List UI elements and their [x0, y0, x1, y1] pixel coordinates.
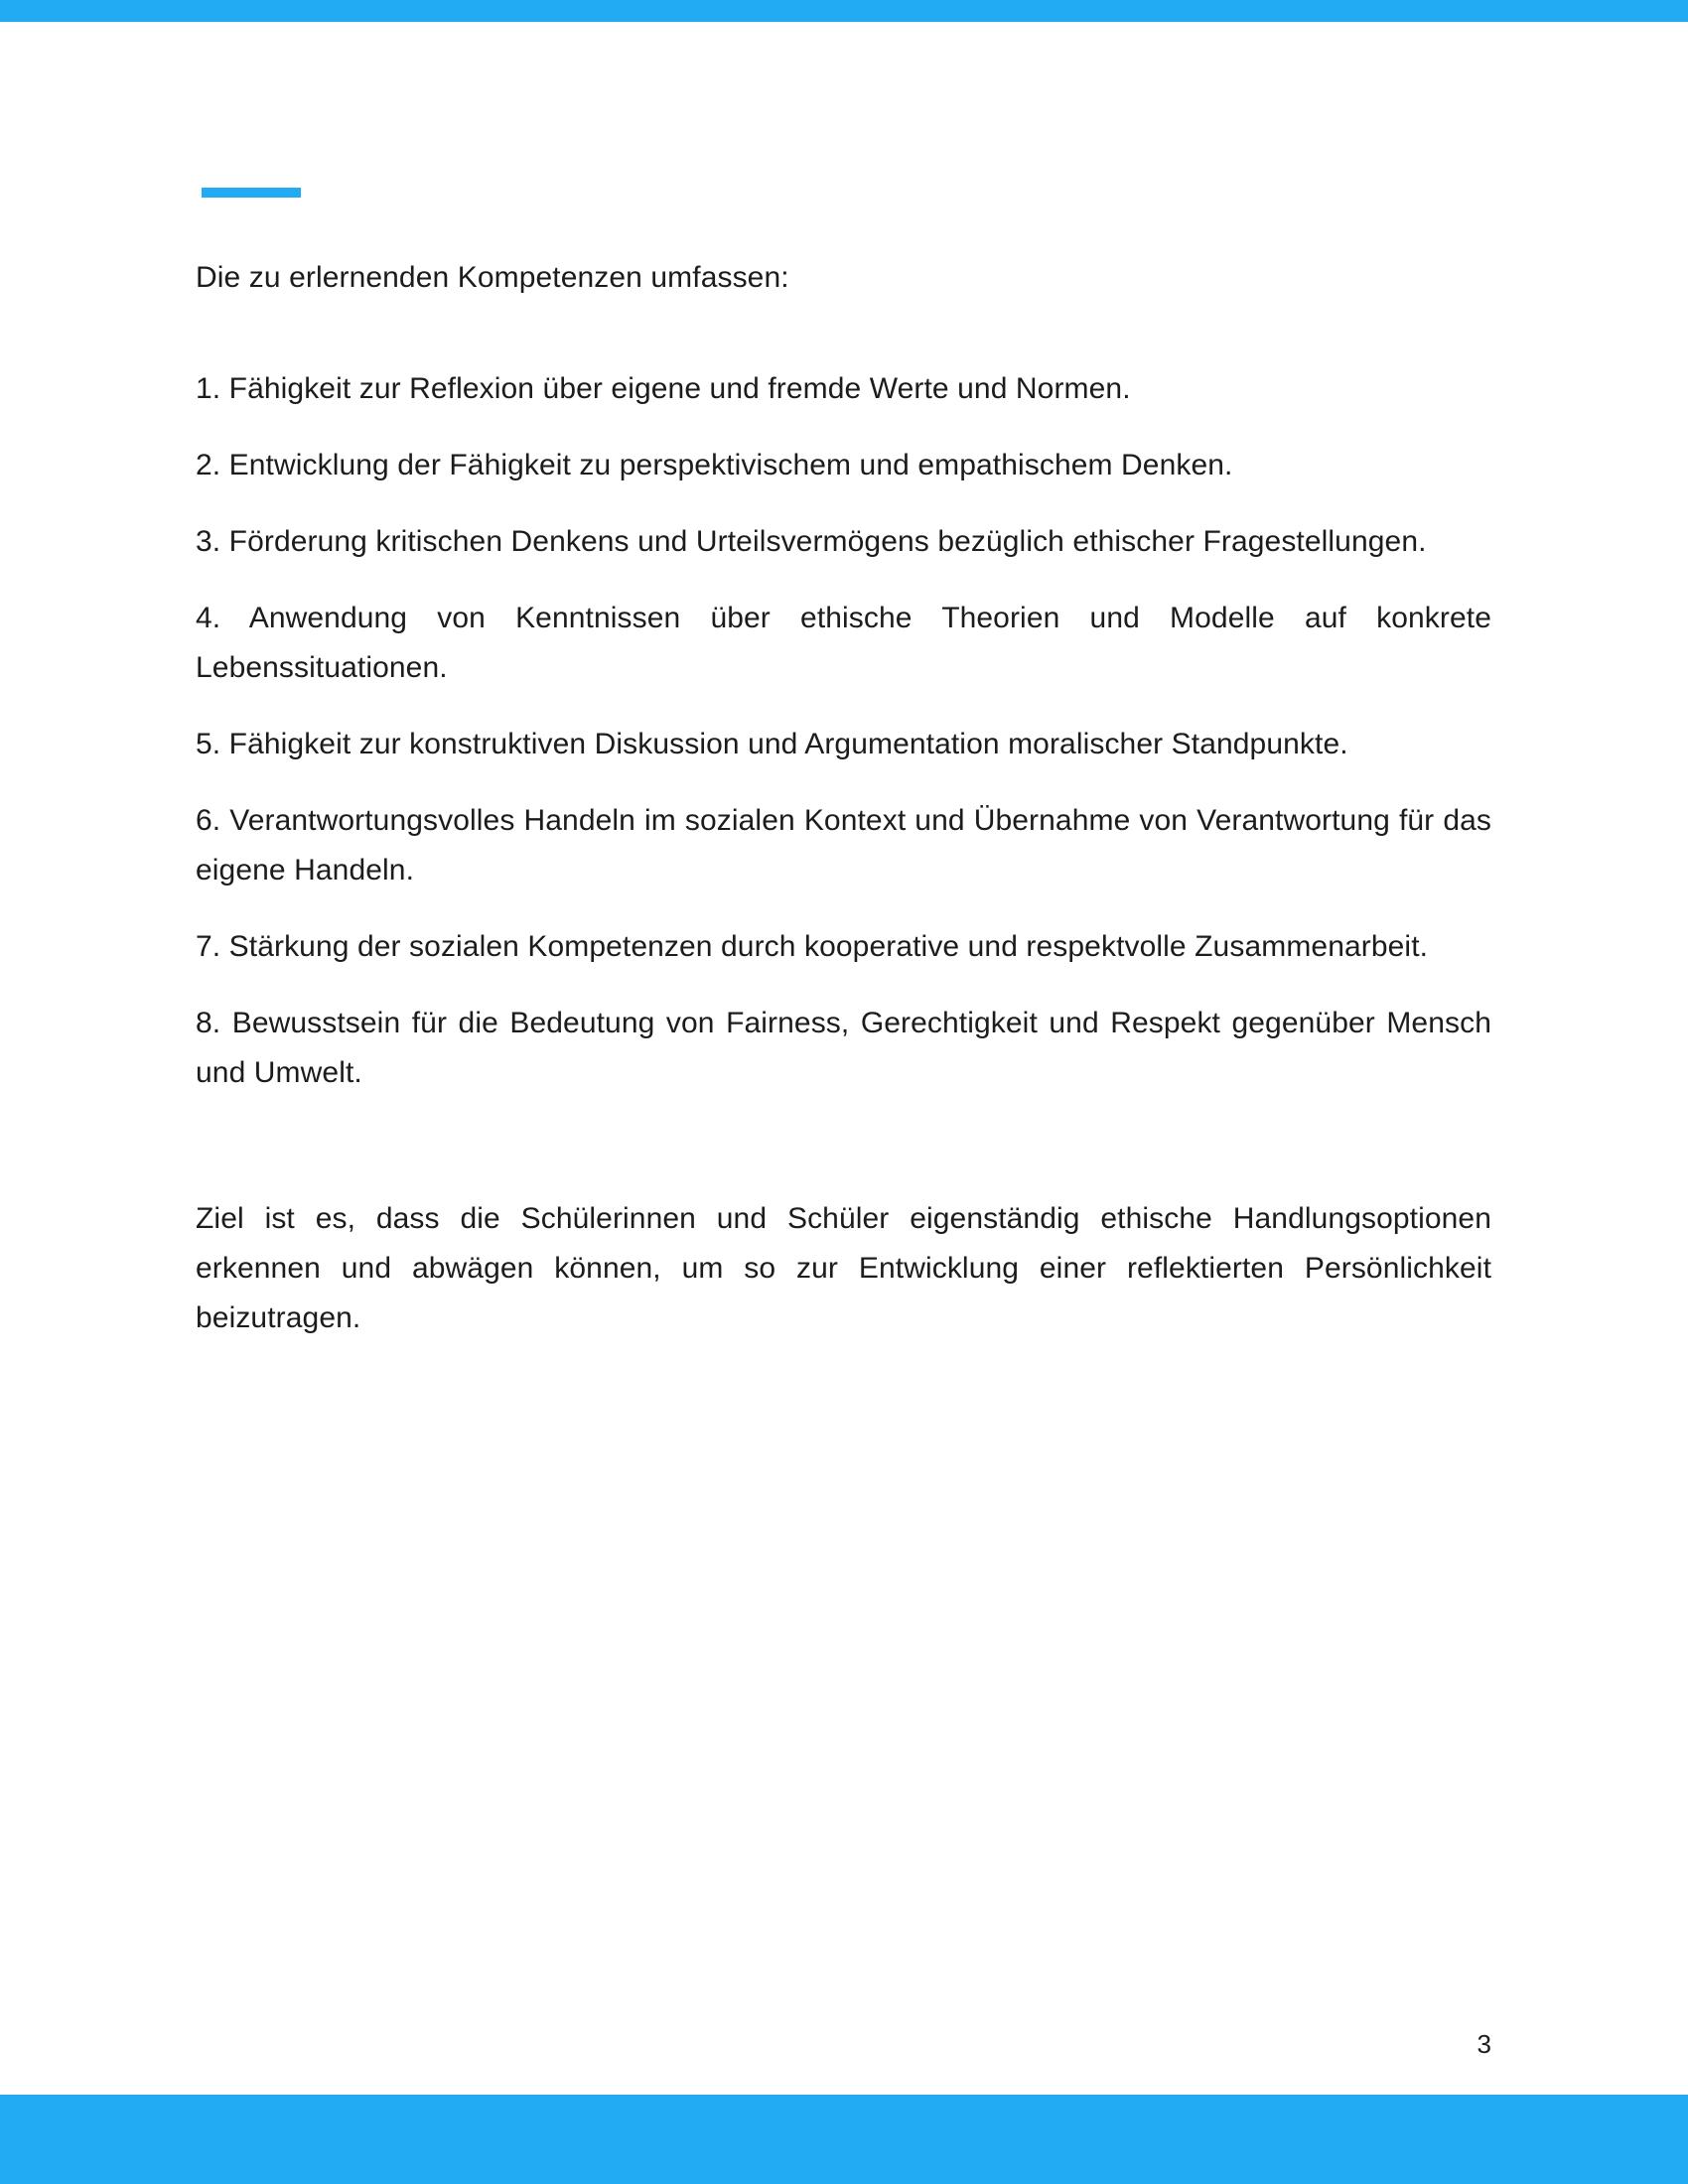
list-item: 7. Stärkung der sozialen Kompetenzen durch kooperative und respektvolle Zusammenarbeit. [196, 930, 1429, 963]
list-item: 4. Anwendung von Kenntnissen über ethische Theorien und Modelle auf konkrete Lebenssituationen. [196, 602, 1491, 684]
bottom-accent-bar [0, 2095, 1688, 2184]
page-number: 3 [1477, 2029, 1491, 2059]
list-item: 2. Entwicklung der Fähigkeit zu perspektivischem und empathischem Denken. [196, 449, 1233, 481]
page-content [196, 253, 1491, 1343]
list-item: 6. Verantwortungsvolles Handeln im sozialen Kontext und Übernahme von Verantwortung für das eigene Handeln. [196, 804, 1491, 887]
intro-paragraph: Die zu erlernenden Kompetenzen umfassen: [196, 261, 789, 294]
top-accent-bar [0, 0, 1688, 22]
list-item: 3. Förderung kritischen Denkens und Urteilsvermögens bezüglich ethischer Fragestellungen. [196, 525, 1427, 558]
competency-list [196, 364, 1491, 1098]
list-item: 1. Fähigkeit zur Reflexion über eigene und fremde Werte und Normen. [196, 372, 1131, 405]
section-accent-dash [202, 188, 301, 198]
list-item: 5. Fähigkeit zur konstruktiven Diskussion und Argumentation moralischer Standpunkte. [196, 728, 1348, 760]
list-item: 8. Bewusstsein für die Bedeutung von Fairness, Gerechtigkeit und Respekt gegenüber Mensch und Umwelt. [196, 1007, 1491, 1089]
closing-paragraph: Ziel ist es, dass die Schülerinnen und Schüler eigenständig ethische Handlungsoptionen erkennen und abwägen können, um so zur Entwicklung einer reflektierten Persönlichkeit beizutragen. [196, 1202, 1491, 1334]
